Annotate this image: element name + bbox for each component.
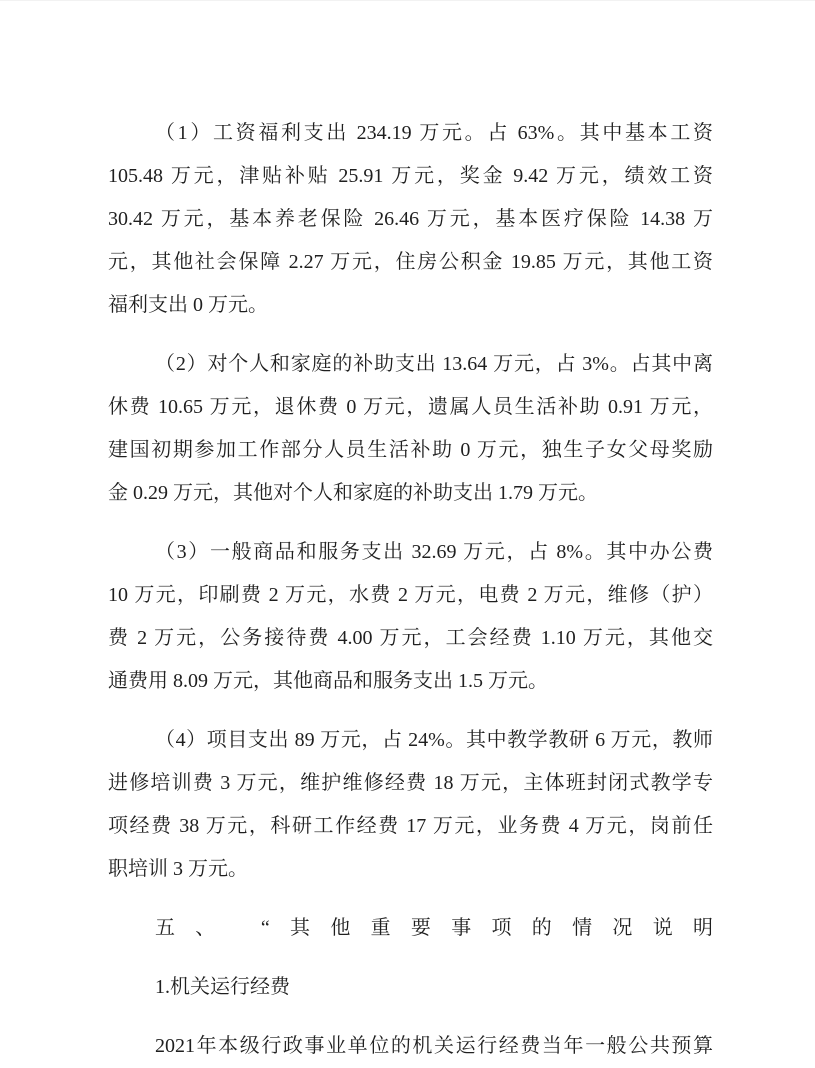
text-line: 通费用 8.09 万元，其他商品和服务支出 1.5 万元。 — [108, 670, 548, 692]
text-line: （1）工资福利支出 234.19 万元。占 63%。其中基本工资 — [155, 122, 713, 144]
text-line: （3）一般商品和服务支出 32.69 万元，占 8%。其中办公费 — [155, 541, 713, 563]
text-line: 2021年本级行政事业单位的机关运行经费当年一般公共预算 — [155, 1035, 713, 1057]
text-line: 105.48 万元，津贴补贴 25.91 万元，奖金 9.42 万元，绩效工资 — [108, 165, 713, 187]
text-line: 建国初期参加工作部分人员生活补助 0 万元，独生子女父母奖励 — [108, 439, 713, 461]
text-line: 休费 10.65 万元，退休费 0 万元，遗属人员生活补助 0.91 万元， — [108, 396, 713, 418]
text-line: 费 2 万元，公务接待费 4.00 万元，工会经费 1.10 万元，其他交 — [108, 627, 713, 649]
text-line: 职培训 3 万元。 — [108, 858, 248, 880]
text-line: 金 0.29 万元，其他对个人和家庭的补助支出 1.79 万元。 — [108, 482, 598, 504]
text-line: 元，其他社会保障 2.27 万元，住房公积金 19.85 万元，其他工资 — [108, 251, 713, 273]
section-heading: 五、 “其他重要事项的情况说明 — [155, 917, 713, 939]
text-line: 1.机关运行经费 — [155, 976, 290, 998]
text-line: （2）对个人和家庭的补助支出 13.64 万元，占 3%。占其中离 — [155, 353, 713, 375]
text-line: （4）项目支出 89 万元，占 24%。其中教学教研 6 万元，教师 — [155, 729, 713, 751]
text-line: 30.42 万元，基本养老保险 26.46 万元，基本医疗保险 14.38 万 — [108, 208, 713, 230]
text-line: 福利支出 0 万元。 — [108, 294, 268, 316]
text-line: 项经费 38 万元，科研工作经费 17 万元，业务费 4 万元，岗前任 — [108, 815, 713, 837]
text-line: 进修培训费 3 万元，维护维修经费 18 万元，主体班封闭式教学专 — [108, 772, 713, 794]
text-line: 10 万元，印刷费 2 万元，水费 2 万元，电费 2 万元，维修（护） — [108, 584, 713, 606]
